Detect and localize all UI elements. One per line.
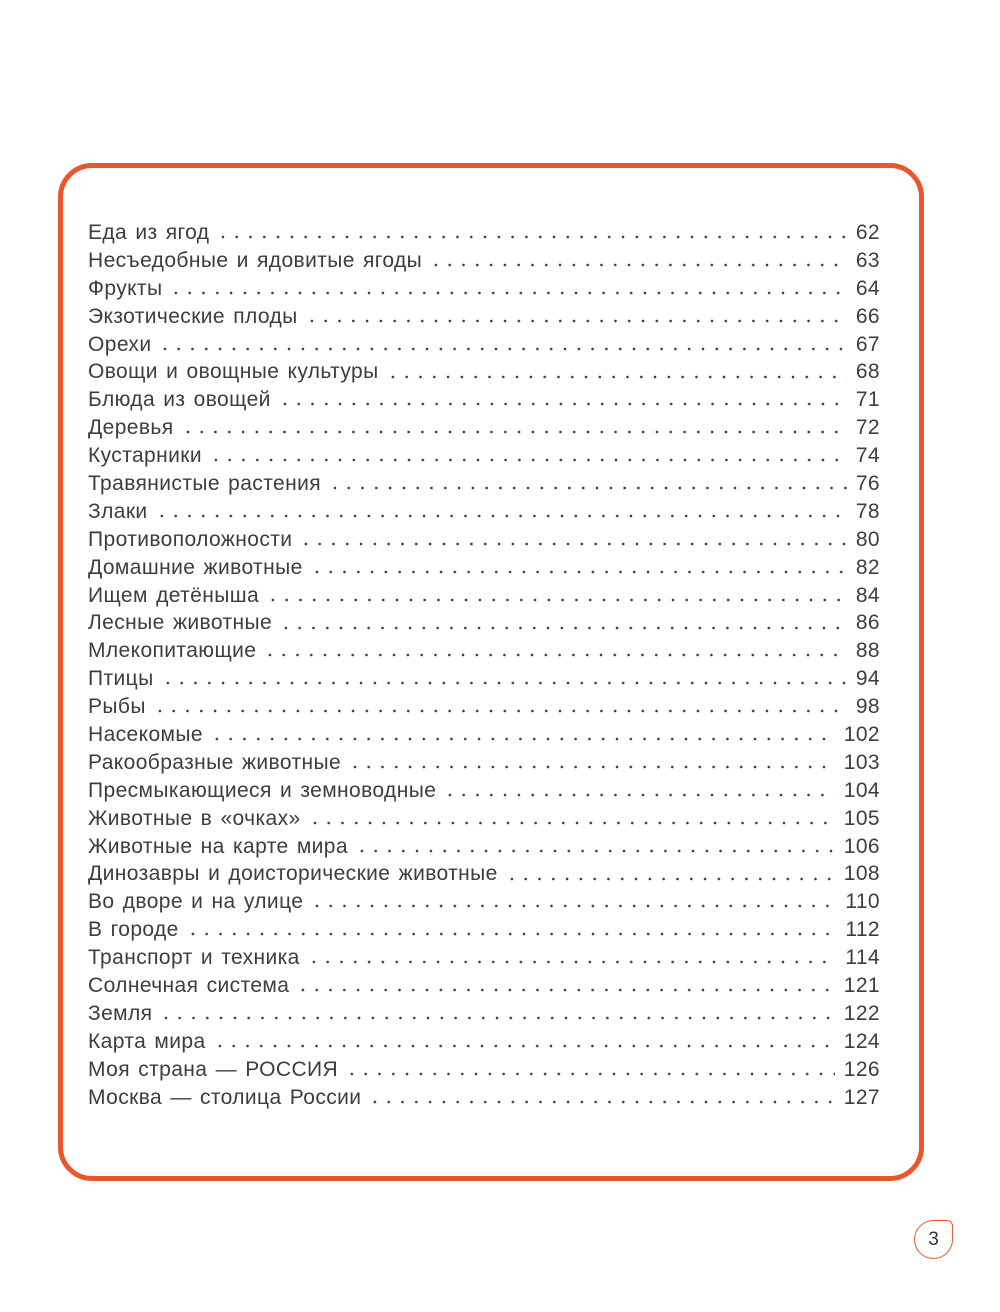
toc-entry <box>88 414 880 442</box>
toc-entry <box>88 275 880 303</box>
toc-entry <box>88 1056 880 1084</box>
toc-entry <box>88 219 880 247</box>
toc-entry-title: Овощи и овощные культуры <box>88 360 379 384</box>
toc-entry-title: Животные на карте мира <box>88 834 348 858</box>
toc-entry-page: 112 <box>845 918 880 942</box>
toc-entry-title: Динозавры и доисторические животные <box>88 862 498 886</box>
dot-leader <box>181 414 847 442</box>
toc-entry-title: Блюда из овощей <box>88 388 271 412</box>
dot-leader <box>310 554 847 582</box>
toc-entry-title: Кустарники <box>88 444 202 468</box>
dot-leader <box>278 386 847 414</box>
dot-leader <box>213 1028 835 1056</box>
dot-leader <box>443 777 834 805</box>
toc-entry-page: 62 <box>855 221 880 244</box>
toc-entry <box>88 498 880 526</box>
toc-entry-title: Еда из ягод <box>88 221 210 244</box>
dot-leader <box>169 275 846 303</box>
page-number-badge <box>914 1220 953 1259</box>
toc-entry-title: Домашние животные <box>88 555 303 579</box>
toc-entry-page: 88 <box>855 639 880 663</box>
page-number: 3 <box>928 1228 939 1250</box>
toc-entry-page: 82 <box>855 555 880 579</box>
toc-entry-title: Рыбы <box>88 695 146 719</box>
toc-entry-title: Противоположности <box>88 527 293 551</box>
dot-leader <box>210 721 835 749</box>
toc-entry-title: Травянистые растения <box>88 472 321 496</box>
dot-leader <box>209 442 847 470</box>
toc-entry <box>88 860 880 888</box>
dot-leader <box>345 1056 835 1084</box>
toc-entry <box>88 526 880 554</box>
toc-entry <box>88 665 880 693</box>
toc-entry <box>88 1084 880 1112</box>
dot-leader <box>368 1084 834 1112</box>
toc-entry-page: 63 <box>855 248 880 272</box>
toc-entry <box>88 637 880 665</box>
toc-entry-title: Во дворе и на улице <box>88 890 304 914</box>
toc-entry <box>88 1000 880 1028</box>
toc-entry <box>88 1028 880 1056</box>
dot-leader <box>216 219 846 247</box>
toc-entry-page: 71 <box>855 388 880 412</box>
toc-entry-title: Ищем детёныша <box>88 583 260 607</box>
toc-entry-title: Несъедобные и ядовитые ягоды <box>88 248 423 272</box>
toc-entry-page: 124 <box>843 1029 880 1053</box>
dot-leader <box>505 860 835 888</box>
toc-entry <box>88 833 880 861</box>
toc-entry-title: Злаки <box>88 499 148 523</box>
toc-entry-title: Экзотические плоды <box>88 304 298 328</box>
toc-entry-title: Земля <box>88 1001 153 1025</box>
toc-entry-title: Птицы <box>88 667 154 691</box>
dot-leader <box>310 888 836 916</box>
dot-leader <box>429 247 847 275</box>
toc-entry-page: 66 <box>855 304 880 328</box>
dot-leader <box>355 833 835 861</box>
toc-entry-title: Насекомые <box>88 723 203 747</box>
toc-entry-page: 126 <box>843 1057 880 1081</box>
toc-entry-page: 114 <box>845 946 880 970</box>
toc-entry-title: Лесные животные <box>88 611 273 635</box>
toc-entry <box>88 386 880 414</box>
toc-entry <box>88 331 880 359</box>
toc-entry <box>88 247 880 275</box>
dot-leader <box>348 749 835 777</box>
dot-leader <box>386 358 847 386</box>
toc-entry <box>88 888 880 916</box>
toc-entry-title: В городе <box>88 918 179 942</box>
toc-entry-title: Фрукты <box>88 276 163 300</box>
toc-entry-page: 104 <box>843 778 880 802</box>
toc-entry <box>88 358 880 386</box>
toc-entry-page: 127 <box>843 1085 880 1109</box>
toc-entry-page: 98 <box>855 695 880 719</box>
toc-entry-page: 94 <box>855 667 880 691</box>
toc-entry <box>88 944 880 972</box>
toc-entry-title: Животные в «очках» <box>88 806 301 830</box>
toc-entry-page: 84 <box>855 583 880 607</box>
dot-leader <box>153 693 847 721</box>
toc-entry <box>88 777 880 805</box>
dot-leader <box>161 665 847 693</box>
toc-entry-page: 80 <box>855 527 880 551</box>
dot-leader <box>328 470 847 498</box>
table-of-contents-frame <box>58 163 924 1181</box>
toc-entry <box>88 303 880 331</box>
dot-leader <box>266 582 847 610</box>
dot-leader <box>305 303 847 331</box>
dot-leader <box>279 609 847 637</box>
toc-entry <box>88 442 880 470</box>
toc-entry-title: Москва — столица России <box>88 1085 362 1109</box>
dot-leader <box>296 972 834 1000</box>
dot-leader <box>263 637 846 665</box>
toc-entry-title: Карта мира <box>88 1029 206 1053</box>
toc-entry-page: 78 <box>855 499 880 523</box>
toc-entry-page: 68 <box>855 360 880 384</box>
toc-entry-page: 64 <box>855 276 880 300</box>
toc-entry <box>88 805 880 833</box>
toc-entry-page: 105 <box>843 806 880 830</box>
toc-entry-title: Моя страна — РОССИЯ <box>88 1057 339 1081</box>
dot-leader <box>155 498 847 526</box>
toc-entry-page: 67 <box>855 332 880 356</box>
toc-entry <box>88 916 880 944</box>
dot-leader <box>299 526 846 554</box>
dot-leader <box>159 1000 834 1028</box>
toc-entry-page: 103 <box>843 750 880 774</box>
toc-entry <box>88 972 880 1000</box>
toc-entry-page: 106 <box>843 834 880 858</box>
toc-entry-title: Деревья <box>88 416 174 440</box>
toc-entry-title: Ракообразные животные <box>88 750 342 774</box>
toc-entry-page: 102 <box>843 723 880 747</box>
toc-entry-page: 121 <box>843 974 880 998</box>
toc-entry <box>88 554 880 582</box>
toc-entry <box>88 721 880 749</box>
toc-list <box>88 219 880 1112</box>
toc-entry-page: 110 <box>845 890 880 914</box>
toc-entry-page: 108 <box>843 862 880 886</box>
toc-entry-title: Транспорт и техника <box>88 946 300 970</box>
toc-entry-title: Солнечная система <box>88 974 290 998</box>
toc-entry-page: 74 <box>855 444 880 468</box>
toc-entry-page: 122 <box>843 1001 880 1025</box>
dot-leader <box>308 805 835 833</box>
toc-entry <box>88 749 880 777</box>
toc-entry <box>88 693 880 721</box>
toc-entry-title: Орехи <box>88 332 152 356</box>
dot-leader <box>186 916 837 944</box>
toc-entry-page: 72 <box>855 416 880 440</box>
toc-entry-page: 86 <box>855 611 880 635</box>
toc-entry <box>88 582 880 610</box>
toc-entry-title: Млекопитающие <box>88 639 257 663</box>
toc-entry <box>88 609 880 637</box>
toc-entry-title: Пресмыкающиеся и земноводные <box>88 778 437 802</box>
toc-entry-page: 76 <box>855 472 880 496</box>
dot-leader <box>158 331 846 359</box>
dot-leader <box>307 944 837 972</box>
toc-entry <box>88 470 880 498</box>
